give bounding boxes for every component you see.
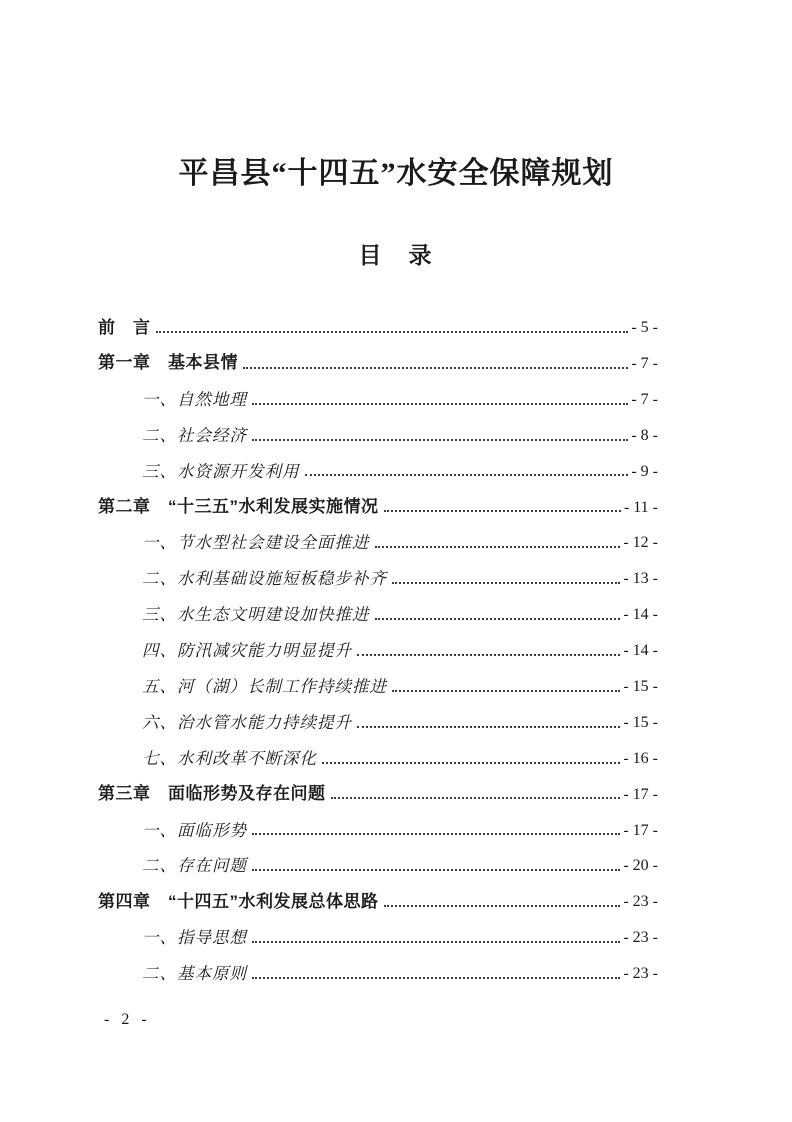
toc-entry-label: 四、防汛减灾能力明显提升: [142, 641, 352, 661]
toc-entry-label: 二、水利基础设施短板稳步补齐: [142, 569, 387, 589]
toc-entry-label: 二、存在问题: [142, 856, 247, 876]
toc-entry-page-number: - 17 -: [623, 785, 658, 803]
toc-entry-label: 一、节水型社会建设全面推进: [142, 533, 370, 553]
toc-entry[interactable]: [98, 734, 658, 770]
toc-dotted-leader: [392, 690, 620, 692]
toc-entry-label: 一、指导思想: [142, 928, 247, 948]
toc-dotted-leader: [252, 439, 628, 441]
toc-entry[interactable]: [98, 662, 658, 698]
toc-entry[interactable]: [98, 375, 658, 411]
toc-dotted-leader: [384, 510, 621, 512]
toc-entry-page-number: - 5 -: [631, 319, 658, 337]
toc-dotted-leader: [375, 618, 621, 620]
toc-entry[interactable]: [98, 554, 658, 590]
toc-dotted-leader: [392, 582, 620, 584]
toc-entry-label: 第二章 “十三五”水利发展实施情况: [98, 496, 379, 516]
toc-entry-page-number: - 20 -: [623, 857, 658, 875]
toc-entry-label: 前 言: [98, 317, 151, 337]
toc-entry-page-number: - 17 -: [623, 821, 658, 839]
toc-dotted-leader: [243, 367, 628, 369]
toc-entry-label: 五、河（湖）长制工作持续推进: [142, 676, 387, 696]
toc-entry-page-number: - 23 -: [623, 929, 658, 947]
toc-entry[interactable]: [98, 877, 658, 913]
document-title: 平昌县“十四五”水安全保障规划: [178, 157, 614, 190]
toc-dotted-leader: [252, 977, 620, 979]
toc-entry[interactable]: [98, 447, 658, 483]
toc-entry[interactable]: [98, 805, 658, 841]
toc-dotted-leader: [357, 654, 620, 656]
toc-entry[interactable]: [98, 913, 658, 949]
toc-entry[interactable]: [98, 303, 658, 339]
toc-dotted-leader: [305, 474, 629, 476]
toc-entry-label: 第三章 面临形势及存在问题: [98, 784, 326, 804]
toc-entry-label: 一、自然地理: [142, 389, 247, 409]
toc-entry-page-number: - 14 -: [623, 642, 658, 660]
toc-dotted-leader: [252, 869, 620, 871]
page-number-footer: - 2 -: [104, 1011, 151, 1028]
toc-entry-page-number: - 16 -: [623, 749, 658, 767]
toc-entry-label: 三、水资源开发利用: [142, 461, 300, 481]
toc-entry[interactable]: [98, 339, 658, 375]
toc-entry-page-number: - 23 -: [623, 893, 658, 911]
toc-entry-label: 第四章 “十四五”水利发展总体思路: [98, 891, 379, 911]
toc-entry-page-number: - 15 -: [623, 678, 658, 695]
toc-entry-page-number: - 15 -: [623, 713, 658, 731]
toc-dotted-leader: [252, 941, 620, 943]
toc-dotted-leader: [156, 331, 629, 333]
toc-entry[interactable]: [98, 518, 658, 554]
toc-dotted-leader: [252, 833, 620, 835]
toc-entry-label: 第一章 基本县情: [98, 353, 238, 373]
toc-entry[interactable]: [98, 770, 658, 806]
toc-dotted-leader: [252, 403, 628, 405]
toc-heading: 目 录: [358, 243, 434, 268]
toc-entry[interactable]: [98, 411, 658, 447]
toc-entry-label: 二、社会经济: [142, 425, 247, 445]
toc-entry-page-number: - 13 -: [623, 570, 658, 588]
toc-list: [98, 303, 658, 985]
toc-entry-label: 二、基本原则: [142, 964, 247, 984]
toc-entry[interactable]: [98, 698, 658, 734]
toc-entry-page-number: - 8 -: [631, 426, 658, 444]
toc-entry-page-number: - 12 -: [623, 534, 658, 552]
toc-entry[interactable]: [98, 590, 658, 626]
toc-entry-label: 一、面临形势: [142, 820, 247, 840]
toc-entry-page-number: - 23 -: [623, 965, 658, 983]
toc-dotted-leader: [357, 726, 620, 728]
toc-entry-page-number: - 9 -: [631, 462, 658, 480]
toc-entry[interactable]: [98, 626, 658, 662]
toc-entry[interactable]: [98, 949, 658, 985]
toc-entry-label: 六、治水管水能力持续提升: [142, 712, 352, 732]
toc-dotted-leader: [322, 762, 620, 764]
toc-entry-page-number: - 14 -: [623, 606, 658, 624]
toc-dotted-leader: [331, 797, 621, 799]
toc-entry[interactable]: [98, 482, 658, 518]
toc-dotted-leader: [384, 905, 621, 907]
toc-entry-page-number: - 11 -: [623, 498, 658, 516]
toc-dotted-leader: [375, 546, 621, 548]
toc-entry-label: 七、水利改革不断深化: [142, 748, 317, 768]
toc-entry-label: 三、水生态文明建设加快推进: [142, 605, 370, 625]
toc-entry-page-number: - 7 -: [631, 354, 658, 372]
toc-entry[interactable]: [98, 841, 658, 877]
toc-entry-page-number: - 7 -: [631, 390, 658, 408]
